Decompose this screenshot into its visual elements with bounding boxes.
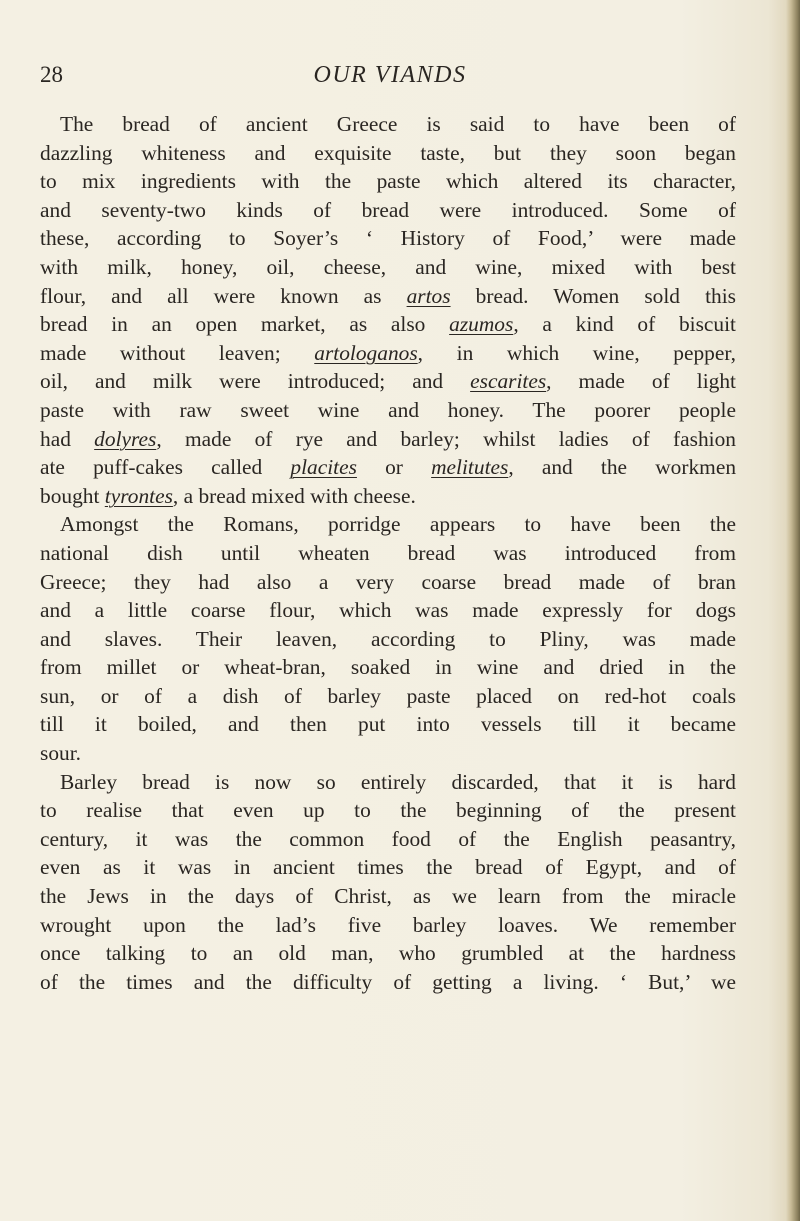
text-line bbox=[40, 253, 736, 282]
text-line bbox=[40, 282, 736, 311]
text-line bbox=[40, 568, 736, 597]
text-segment: from millet or wheat-bran, soaked in wine and dried in the bbox=[40, 655, 736, 680]
text-segment: national dish until wheaten bread was introduced from bbox=[40, 540, 736, 565]
text-line bbox=[40, 224, 736, 253]
text-line bbox=[40, 939, 736, 968]
text-line bbox=[40, 710, 736, 739]
text-line bbox=[40, 139, 736, 168]
text-segment: , made of rye and barley; whilst ladies of fashion bbox=[156, 426, 736, 451]
text-segment: paste with raw sweet wine and honey. The poorer people bbox=[40, 397, 736, 422]
text-line bbox=[40, 911, 736, 940]
text-line bbox=[40, 367, 736, 396]
text-line bbox=[40, 539, 736, 568]
text-segment: wrought upon the lad’s five barley loaves. We remember bbox=[40, 912, 736, 937]
text-segment: with milk, honey, oil, cheese, and wine, mixed with best bbox=[40, 254, 736, 279]
text-segment: even as it was in ancient times the bread of Egypt, and of bbox=[40, 855, 736, 880]
text-line bbox=[40, 510, 736, 539]
text-segment: of the times and the difficulty of getting a living. ‘ But,’ we bbox=[40, 969, 736, 994]
text-segment: , made of light bbox=[546, 369, 736, 394]
text-line bbox=[40, 110, 736, 139]
text-line bbox=[40, 796, 736, 825]
text-segment: once talking to an old man, who grumbled at the hardness bbox=[40, 941, 736, 966]
running-title: OUR VIANDS bbox=[313, 62, 467, 88]
italic-term: escarites bbox=[470, 369, 547, 394]
text-segment: to mix ingredients with the paste which altered its character, bbox=[40, 169, 736, 194]
text-segment: till it boiled, and then put into vessels till it became bbox=[40, 712, 736, 737]
text-segment: ate puff-cakes called bbox=[40, 455, 291, 480]
text-segment: bread. Women sold this bbox=[450, 283, 736, 308]
italic-term: tyrontes bbox=[104, 483, 173, 508]
text-segment: , and the workmen bbox=[508, 455, 736, 480]
text-segment: these, according to Soyer’s ‘ History of Food,’ were made bbox=[40, 226, 736, 251]
text-line bbox=[40, 196, 736, 225]
text-line bbox=[40, 653, 736, 682]
page-number: 28 bbox=[40, 62, 63, 87]
text-segment: dazzling whiteness and exquisite taste, but they soon began bbox=[40, 140, 736, 165]
text-segment: the Jews in the days of Christ, as we learn from the miracle bbox=[40, 884, 736, 909]
italic-term: artos bbox=[406, 283, 451, 308]
text-segment: bread in an open market, as also bbox=[40, 312, 450, 337]
italic-term: melitutes bbox=[431, 455, 509, 480]
text-line bbox=[40, 482, 736, 511]
text-line bbox=[40, 682, 736, 711]
text-segment: The bread of ancient Greece is said to have been of bbox=[60, 112, 736, 136]
text-segment: and seventy-two kinds of bread were introduced. Some of bbox=[40, 197, 736, 222]
text-line bbox=[40, 425, 736, 454]
text-line bbox=[40, 739, 736, 768]
text-line bbox=[40, 453, 736, 482]
text-line bbox=[40, 310, 736, 339]
text-segment: , a bread mixed with cheese. bbox=[172, 483, 416, 508]
text-line bbox=[40, 167, 736, 196]
text-segment: Amongst the Romans, porridge appears to have been the bbox=[60, 512, 736, 537]
text-segment: or bbox=[356, 455, 432, 480]
text-line bbox=[40, 768, 736, 797]
text-segment: oil, and milk were introduced; and bbox=[40, 369, 471, 394]
text-segment: Barley bread is now so entirely discarded, that it is hard bbox=[60, 769, 736, 794]
text-line bbox=[40, 339, 736, 368]
text-segment: and slaves. Their leaven, according to Pliny, was made bbox=[40, 626, 736, 651]
italic-term: artologanos bbox=[314, 340, 418, 365]
text-line bbox=[40, 968, 736, 997]
text-line bbox=[40, 853, 736, 882]
text-segment: Greece; they had also a very coarse bread made of bran bbox=[40, 569, 736, 594]
text-segment: made without leaven; bbox=[40, 340, 315, 365]
italic-term: placites bbox=[290, 455, 357, 480]
text-segment: to realise that even up to the beginning of the present bbox=[40, 798, 736, 823]
text-segment: flour, and all were known as bbox=[40, 283, 407, 308]
text-segment: and a little coarse flour, which was made expressly for dogs bbox=[40, 598, 736, 623]
page-edge-shadow bbox=[786, 0, 800, 1221]
text-segment: , a kind of biscuit bbox=[513, 312, 736, 337]
text-segment: , in which wine, pepper, bbox=[417, 340, 736, 365]
text-segment: bought bbox=[40, 483, 105, 508]
italic-term: dolyres bbox=[94, 426, 157, 451]
text-segment: sour. bbox=[40, 741, 82, 766]
text-line bbox=[40, 596, 736, 625]
text-line bbox=[40, 625, 736, 654]
body-text bbox=[40, 110, 736, 996]
text-segment: century, it was the common food of the English peasantry, bbox=[40, 826, 736, 851]
italic-term: azumos bbox=[449, 312, 514, 337]
text-segment: had bbox=[40, 426, 95, 451]
text-segment: sun, or of a dish of barley paste placed on red-hot coals bbox=[40, 683, 736, 708]
text-line bbox=[40, 396, 736, 425]
running-head bbox=[40, 62, 740, 96]
text-line bbox=[40, 825, 736, 854]
text-line bbox=[40, 882, 736, 911]
